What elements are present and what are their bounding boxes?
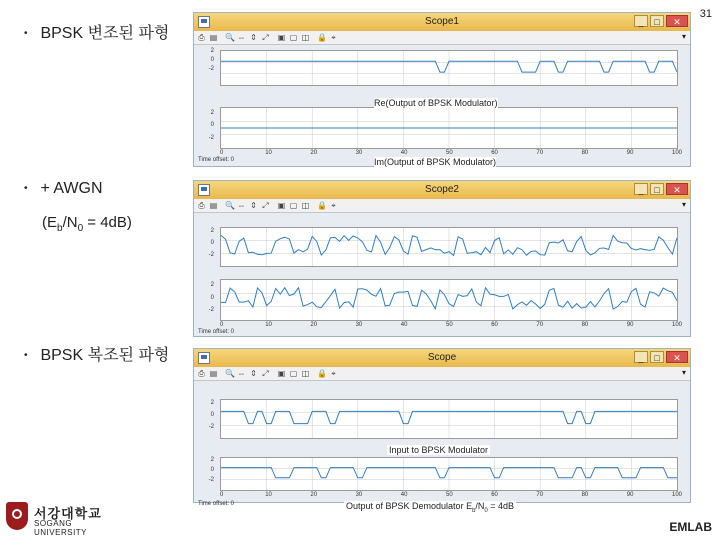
time-offset-label: Time offset: 0 [198,329,235,335]
select-signal-icon[interactable]: ⌖ [331,201,336,210]
autoscale-icon[interactable]: ⤢ [262,33,269,42]
xtick-label: 80 [581,322,589,328]
scope2-plot-area [194,213,690,338]
xtick-label: 40 [400,150,408,156]
toolbar-menu-arrow-icon[interactable]: ▾ [681,32,686,41]
print-icon[interactable]: ⎙ [198,201,205,210]
xtick-label: 80 [581,150,589,156]
scope1-titlebar[interactable] [194,13,690,31]
params-icon[interactable]: ▤ [209,33,218,42]
ytick-label: 2 [210,282,214,288]
ytick-label: -2 [208,307,214,313]
toolbar-menu-arrow-icon[interactable]: ▾ [681,200,686,209]
close-button[interactable]: ✕ [666,351,688,363]
scope1-caption-imag: Im(Output of BPSK Modulator) [374,157,497,167]
ytick-label: 0 [210,467,214,473]
minimize-button[interactable]: _ [634,351,648,363]
save-axes-icon[interactable]: ▣ [277,369,286,378]
scope2-window[interactable] [193,180,691,337]
awgn-snr-note: $(E_b/N_0 = 4dB)$ [42,214,132,234]
xtick-label: 60 [491,492,498,498]
save-axes-icon[interactable]: ▣ [277,201,286,210]
xtick-label: 50 [446,322,453,328]
section-label-modulated [24,20,169,43]
bullet-icon: • [24,350,28,362]
scope1-axes-imag[interactable] [220,107,678,149]
scope1-window[interactable] [193,12,691,167]
toolbar-menu-arrow-icon[interactable]: ▾ [681,368,686,377]
ytick-label: 0 [210,122,214,128]
ytick-label: 2 [210,228,214,234]
zoom-y-icon[interactable]: ⇕ [250,369,257,378]
floating-icon[interactable]: ◫ [301,33,310,42]
section-text: + AWGN [40,180,103,197]
xtick-label: 50 [446,150,453,156]
xtick-label: 60 [491,150,498,156]
scope3-axes-output[interactable] [220,457,678,491]
ytick-label: 2 [210,457,214,463]
xtick-label: 10 [265,322,272,328]
zoom-y-icon[interactable]: ⇕ [250,201,257,210]
bullet-icon: • [24,28,28,40]
floating-icon[interactable]: ◫ [301,201,310,210]
params-icon[interactable]: ▤ [209,369,218,378]
waveform-trace [221,400,677,438]
select-signal-icon[interactable]: ⌖ [331,369,336,378]
zoom-icon[interactable]: 🔍 [225,369,235,378]
params-icon[interactable]: ▤ [209,201,218,210]
floating-icon[interactable]: ◫ [301,369,310,378]
xtick-label: 40 [400,492,408,498]
ytick-label: -2 [208,477,214,483]
scope3-plot-area [194,381,690,514]
xtick-label: 30 [355,492,363,498]
print-icon[interactable]: ⎙ [198,33,205,42]
zoom-icon[interactable]: 🔍 [225,33,235,42]
xtick-label: 20 [310,492,318,498]
minimize-button[interactable]: _ [634,183,648,195]
university-emblem-icon [6,502,28,530]
ytick-label: -2 [208,424,214,430]
xtick-label: 90 [626,150,634,156]
ytick-label: 2 [210,110,214,116]
save-axes-icon[interactable]: ▣ [277,33,286,42]
xtick-label: 10 [265,492,272,498]
zoom-x-icon[interactable]: ⇔ [237,201,246,210]
time-offset-label: Time offset: 0 [198,501,235,507]
bullet-icon: • [24,183,28,195]
print-icon[interactable]: ⎙ [198,369,205,378]
scope1-axes-real[interactable] [220,50,678,86]
maximize-button[interactable]: □ [650,183,664,195]
logo-english-text: SOGANG UNIVERSITY [34,519,88,537]
lock-icon[interactable]: 🔒 [317,33,327,42]
scope3-titlebar[interactable] [194,349,690,367]
xtick-label: 0 [220,322,224,328]
section-label-awgn [24,180,103,198]
scope2-axes-real[interactable] [220,227,678,267]
scope3-caption-output: Output of BPSK Demodulator $E_b/N_0 = 4dB$ [346,501,515,514]
university-logo [4,502,124,537]
scope3-title: Scope [427,352,457,363]
lab-name: EMLAB [669,520,712,534]
xtick-label: 100 [672,150,683,156]
restore-axes-icon[interactable]: ▢ [289,201,298,210]
lock-icon[interactable]: 🔒 [317,369,327,378]
maximize-button[interactable]: □ [650,15,664,27]
close-button[interactable]: ✕ [666,183,688,195]
maximize-button[interactable]: □ [650,351,664,363]
scope1-caption-real: Re(Output of BPSK Modulator) [374,98,498,108]
select-signal-icon[interactable]: ⌖ [331,33,336,42]
xtick-label: 90 [626,492,634,498]
logo-korean-text: 서강대학교 [34,506,102,521]
autoscale-icon[interactable]: ⤢ [262,201,269,210]
section-label-demodulated [24,342,169,365]
scope1-plot-area [194,45,690,168]
xtick-label: 80 [581,492,589,498]
scope2-titlebar[interactable] [194,181,690,199]
xtick-label: 90 [626,322,634,328]
scope3-axes-input[interactable] [220,399,678,439]
xtick-label: 20 [310,150,318,156]
xtick-label: 100 [672,492,683,498]
waveform-trace [221,458,677,490]
xtick-label: 100 [672,322,683,328]
zoom-icon[interactable]: 🔍 [225,201,235,210]
ytick-label: 0 [210,412,214,418]
restore-axes-icon[interactable]: ▢ [289,369,298,378]
close-button[interactable]: ✕ [666,15,688,27]
xtick-label: 10 [265,150,272,156]
xtick-label: 60 [491,322,498,328]
ytick-label: -2 [208,66,214,72]
minimize-button[interactable]: _ [634,15,648,27]
xtick-label: 0 [220,150,224,156]
xtick-label: 40 [400,322,408,328]
xtick-label: 70 [536,150,544,156]
waveform-trace [221,280,677,320]
xtick-label: 70 [536,492,544,498]
xtick-label: 30 [355,322,363,328]
ytick-label: 0 [210,240,214,246]
waveform-trace [221,108,677,148]
page-number: 31 [699,8,712,20]
scope1-toolbar [194,31,690,45]
xtick-label: 30 [355,150,363,156]
zoom-x-icon[interactable]: ⇔ [237,369,246,378]
xtick-label: 70 [536,322,544,328]
xtick-label: 0 [220,492,224,498]
scope3-window[interactable] [193,348,691,514]
scope3-toolbar [194,367,690,381]
zoom-y-icon[interactable]: ⇕ [250,33,257,42]
lock-icon[interactable]: 🔒 [317,201,327,210]
restore-axes-icon[interactable]: ▢ [289,33,298,42]
ytick-label: 2 [210,48,214,54]
waveform-trace [221,51,677,85]
autoscale-icon[interactable]: ⤢ [262,369,269,378]
scope3-caption-input: Input to BPSK Modulator [389,445,489,455]
time-offset-label: Time offset: 0 [198,157,235,163]
waveform-trace [221,228,677,266]
section-text: BPSK 변조된 파형 [40,25,170,42]
xtick-label: 20 [310,322,318,328]
scope2-toolbar [194,199,690,213]
section-text: BPSK 복조된 파형 [40,347,170,364]
xtick-label: 50 [446,492,453,498]
ytick-label: 2 [210,400,214,406]
ytick-label: 0 [210,57,214,63]
ytick-label: 0 [210,295,214,301]
ytick-label: -2 [208,135,214,141]
scope1-title: Scope1 [425,16,459,27]
scope2-axes-imag[interactable] [220,279,678,321]
ytick-label: -2 [208,252,214,258]
scope2-title: Scope2 [425,184,459,195]
zoom-x-icon[interactable]: ⇔ [237,33,246,42]
